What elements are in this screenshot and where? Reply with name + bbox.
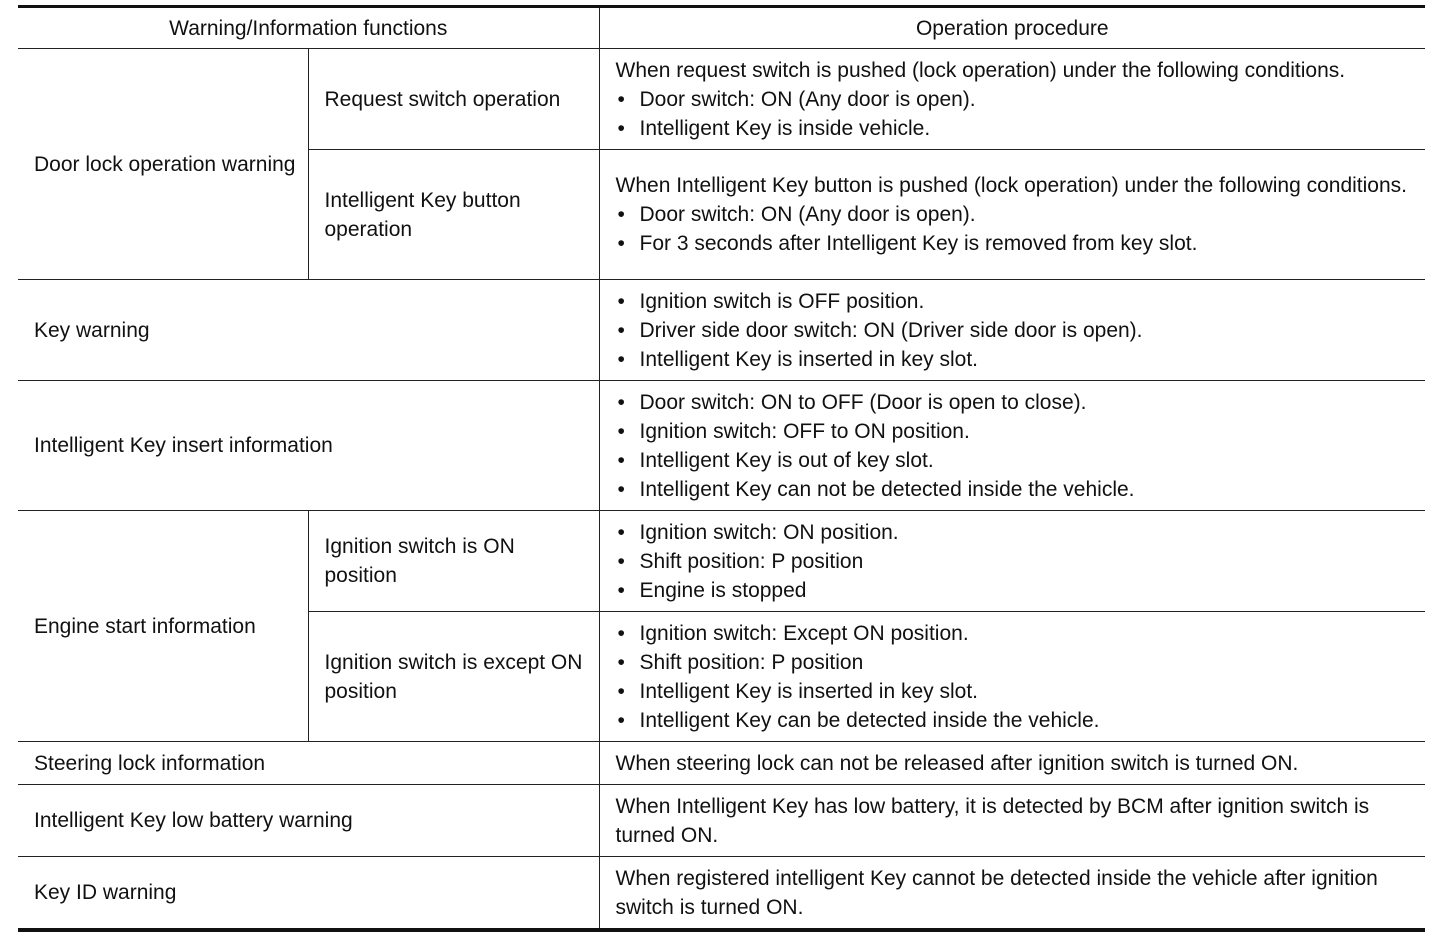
table-row <box>18 280 1425 381</box>
procedure-request-switch <box>599 49 1425 150</box>
procedure-bullet: • Ignition switch: ON position. <box>616 518 1418 547</box>
subfunction-key-button: Intelligent Key button operation <box>308 150 599 280</box>
procedure-bullet: • Door switch: ON to OFF (Door is open to close). <box>616 388 1418 417</box>
procedure-insert-information <box>599 381 1425 511</box>
procedure-bullet: • Intelligent Key can not be detected inside the vehicle. <box>616 475 1418 504</box>
procedure-bullet: • For 3 seconds after Intelligent Key is removed from key slot. <box>616 229 1418 258</box>
procedure-ignition-except-on <box>599 612 1425 742</box>
function-key-warning: Key warning <box>18 280 599 381</box>
header-procedure: Operation procedure <box>599 7 1425 49</box>
function-low-battery: Intelligent Key low battery warning <box>18 785 599 857</box>
procedure-bullet: • Ignition switch is OFF position. <box>616 287 1418 316</box>
table-header-row <box>18 7 1425 49</box>
table-row <box>18 857 1425 931</box>
function-door-lock-warning: Door lock operation warning <box>18 49 308 280</box>
table-row <box>18 381 1425 511</box>
subfunction-ignition-on: Ignition switch is ON position <box>308 511 599 612</box>
procedure-bullet: • Intelligent Key is out of key slot. <box>616 446 1418 475</box>
subfunction-ignition-except-on: Ignition switch is except ON position <box>308 612 599 742</box>
procedure-bullet: • Intelligent Key is inserted in key slot. <box>616 677 1418 706</box>
procedure-bullet: • Driver side door switch: ON (Driver side door is open). <box>616 316 1418 345</box>
warning-information-table <box>18 5 1425 932</box>
procedure-bullet: • Door switch: ON (Any door is open). <box>616 85 1418 114</box>
procedure-ignition-on <box>599 511 1425 612</box>
procedure-bullet: • Door switch: ON (Any door is open). <box>616 200 1418 229</box>
procedure-low-battery: When Intelligent Key has low battery, it is detected by BCM after ignition switch is turned ON. <box>599 785 1425 857</box>
procedure-bullet: • Ignition switch: OFF to ON position. <box>616 417 1418 446</box>
procedure-key-warning <box>599 280 1425 381</box>
table-row <box>18 511 1425 612</box>
procedure-bullet: • Shift position: P position <box>616 648 1418 677</box>
table-row <box>18 742 1425 785</box>
table-row <box>18 785 1425 857</box>
procedure-intro: When request switch is pushed (lock operation) under the following conditions. <box>615 58 1346 82</box>
procedure-bullet: • Shift position: P position <box>616 547 1418 576</box>
procedure-key-button <box>599 150 1425 280</box>
header-functions: Warning/Information functions <box>18 7 599 49</box>
procedure-bullet: • Ignition switch: Except ON position. <box>616 619 1418 648</box>
procedure-bullet: • Intelligent Key is inserted in key slot. <box>616 345 1418 374</box>
procedure-key-id-warning: When registered intelligent Key cannot be detected inside the vehicle after ignition switch is turned ON. <box>599 857 1425 931</box>
table-row <box>18 49 1425 150</box>
procedure-bullet: • Intelligent Key can be detected inside the vehicle. <box>616 706 1418 735</box>
function-key-id-warning: Key ID warning <box>18 857 599 931</box>
function-engine-start: Engine start information <box>18 511 308 742</box>
procedure-intro: When Intelligent Key button is pushed (lock operation) under the following conditions. <box>615 174 1407 197</box>
subfunction-request-switch: Request switch operation <box>308 49 599 150</box>
function-steering-lock: Steering lock information <box>18 742 599 785</box>
procedure-bullet: • Intelligent Key is inside vehicle. <box>616 114 1418 143</box>
procedure-bullet: • Engine is stopped <box>616 576 1418 605</box>
function-insert-information: Intelligent Key insert information <box>18 381 599 511</box>
procedure-steering-lock: When steering lock can not be released after ignition switch is turned ON. <box>599 742 1425 785</box>
